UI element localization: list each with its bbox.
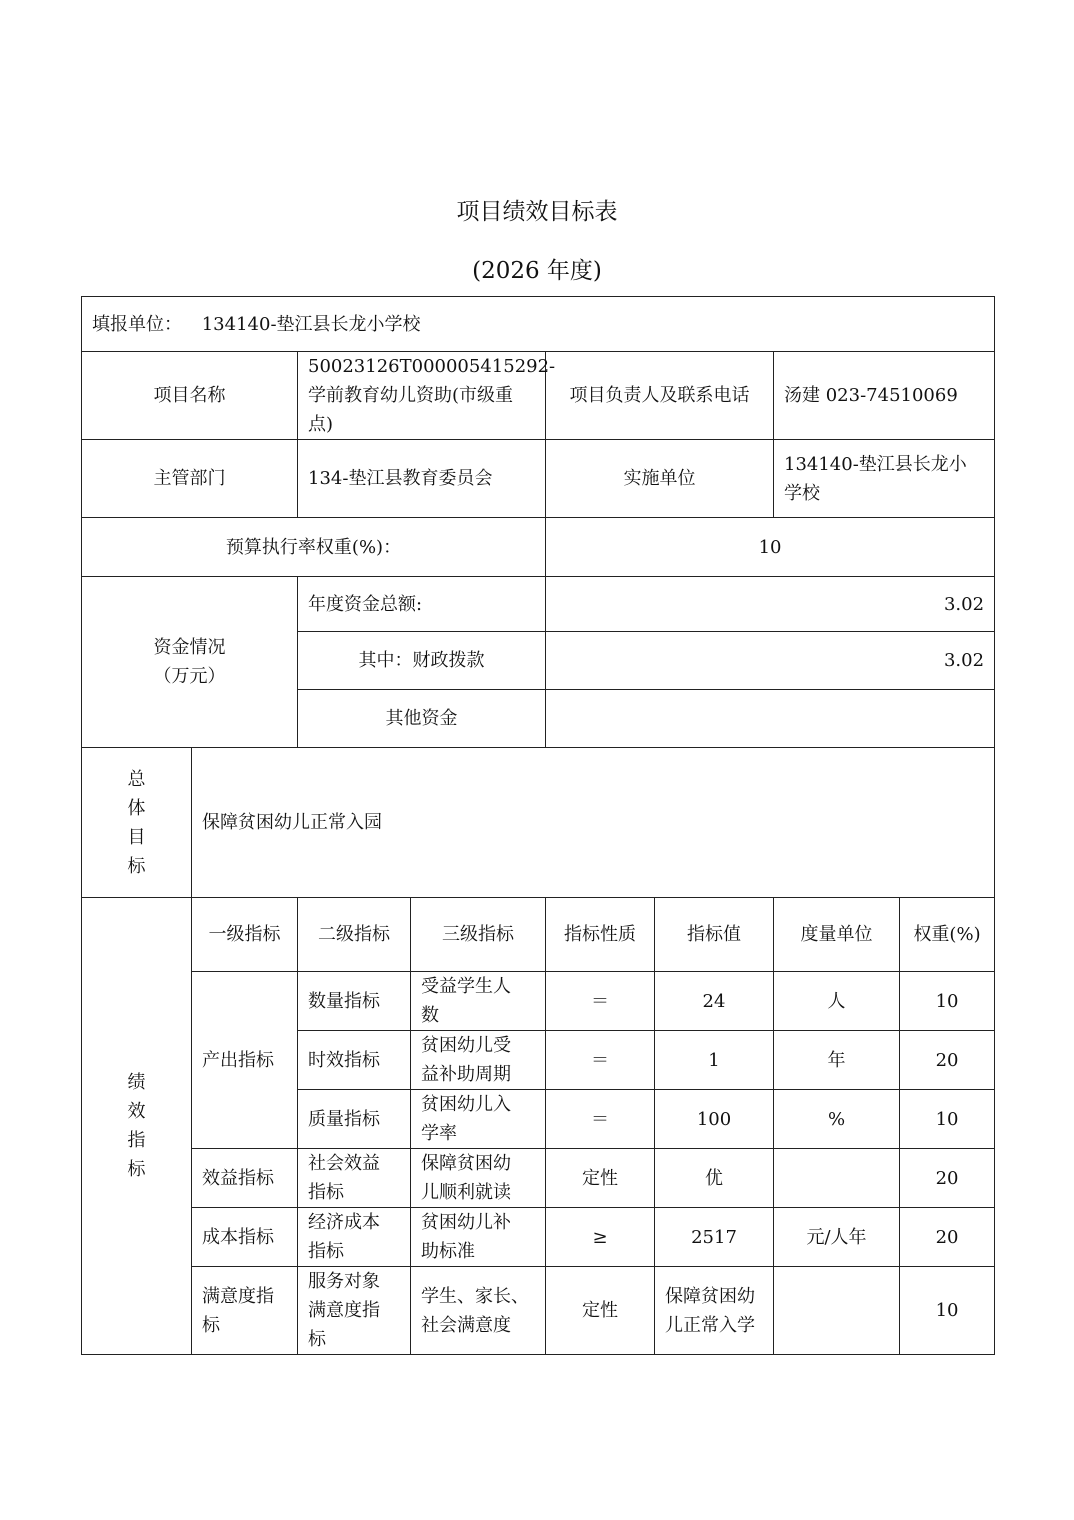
project-name-line: 50023126T000005415292- xyxy=(308,356,556,377)
indicator-level2-line: 时效指标 xyxy=(308,1049,380,1071)
page-year: (2026 年度) xyxy=(472,258,602,284)
indicator-level1: 满意度指标 xyxy=(192,1267,298,1355)
funds-label xyxy=(82,577,298,748)
header-value: 指标值 xyxy=(655,898,774,972)
indicators-label-char: 指 xyxy=(127,1130,146,1151)
indicator-level3 xyxy=(411,1208,546,1267)
indicator-level2 xyxy=(298,972,411,1031)
goal-label-char: 目 xyxy=(127,826,146,848)
project-name-line: 学前教育幼儿资助(市级重 xyxy=(308,385,514,406)
header-level3: 三级指标 xyxy=(411,898,546,972)
indicator-weight: 10 xyxy=(900,1267,995,1355)
indicator-level1: 成本指标 xyxy=(192,1208,298,1267)
goal-label-char: 总 xyxy=(127,768,146,790)
indicator-value-line: 2517 xyxy=(691,1226,737,1248)
header-level2: 二级指标 xyxy=(298,898,411,972)
indicator-level3-line: 受益学生人 xyxy=(421,976,511,997)
indicator-weight: 10 xyxy=(900,972,995,1031)
funds-total-value: 3.02 xyxy=(546,577,995,632)
indicator-row xyxy=(82,1267,995,1355)
indicator-level3 xyxy=(411,972,546,1031)
indicators-label-char: 效 xyxy=(127,1101,146,1122)
indicator-weight: 10 xyxy=(900,1090,995,1149)
indicator-value xyxy=(655,1267,774,1355)
indicator-level2-line: 经济成本 xyxy=(308,1212,380,1233)
indicator-level2-line: 指标 xyxy=(308,1182,344,1203)
indicator-nature: ≥ xyxy=(546,1208,655,1267)
indicator-level2 xyxy=(298,1267,411,1355)
indicator-level3 xyxy=(411,1031,546,1090)
indicator-level3-line: 贫困幼儿入 xyxy=(421,1094,511,1115)
indicator-unit: 元/人年 xyxy=(774,1208,900,1267)
indicator-level2-line: 满意度指 xyxy=(308,1300,380,1321)
indicator-level3-line: 学生、家长、 xyxy=(421,1285,529,1307)
indicator-value xyxy=(655,1208,774,1267)
indicator-row xyxy=(82,972,995,1031)
impl-value xyxy=(774,440,995,518)
indicators-label xyxy=(82,898,192,1355)
funds-label-line: 资金情况 xyxy=(153,637,226,658)
indicator-nature: 定性 xyxy=(546,1267,655,1355)
indicator-unit xyxy=(774,1267,900,1355)
indicator-value-line: 100 xyxy=(696,1108,732,1130)
impl-label: 实施单位 xyxy=(546,440,774,518)
indicator-level2-line: 标 xyxy=(308,1329,326,1350)
header-nature: 指标性质 xyxy=(546,898,655,972)
funds-total-label: 年度资金总额: xyxy=(298,577,546,632)
indicator-weight: 20 xyxy=(900,1031,995,1090)
indicator-value-line: 优 xyxy=(705,1167,723,1189)
indicator-value xyxy=(655,1031,774,1090)
dept-value: 134-垫江县教育委员会 xyxy=(298,440,546,518)
indicator-unit: 人 xyxy=(774,972,900,1031)
budget-weight-value: 10 xyxy=(546,518,995,577)
indicator-level3-line: 学率 xyxy=(421,1123,457,1144)
indicator-level1: 产出指标 xyxy=(192,972,298,1149)
indicator-value-line: 保障贫困幼 xyxy=(665,1285,755,1307)
funds-fiscal-value: 3.02 xyxy=(546,632,995,690)
funds-other-label: 其他资金 xyxy=(298,690,546,748)
indicator-weight: 20 xyxy=(900,1208,995,1267)
indicator-level2-line: 指标 xyxy=(308,1241,344,1262)
indicator-level2-line: 社会效益 xyxy=(308,1153,380,1174)
indicator-unit: % xyxy=(774,1090,900,1149)
indicator-unit: 年 xyxy=(774,1031,900,1090)
indicators-label-char: 标 xyxy=(127,1159,146,1180)
indicator-level2-line: 服务对象 xyxy=(308,1271,380,1292)
indicator-level1: 效益指标 xyxy=(192,1149,298,1208)
indicator-level3 xyxy=(411,1090,546,1149)
header-level1: 一级指标 xyxy=(192,898,298,972)
impl-line: 学校 xyxy=(784,482,820,504)
indicator-level3 xyxy=(411,1149,546,1208)
indicator-value xyxy=(655,972,774,1031)
funds-fiscal-label: 其中：财政拨款 xyxy=(298,632,546,690)
indicator-level3-line: 社会满意度 xyxy=(421,1314,511,1336)
indicator-level3-line: 贫困幼儿补 xyxy=(421,1212,511,1233)
indicators-label-char: 绩 xyxy=(127,1072,146,1093)
project-name-line: 点) xyxy=(308,414,334,435)
indicator-value xyxy=(655,1090,774,1149)
indicator-nature: ＝ xyxy=(546,972,655,1031)
indicator-unit xyxy=(774,1149,900,1208)
budget-weight-label: 预算执行率权重(%)： xyxy=(82,518,546,577)
reporting-unit-label: 填报单位： xyxy=(92,313,182,335)
page-title: 项目绩效目标表 xyxy=(456,199,618,225)
header-weight: 权重(%) xyxy=(900,898,995,972)
indicator-row xyxy=(82,1149,995,1208)
dept-label: 主管部门 xyxy=(82,440,298,518)
funds-other-value xyxy=(546,690,995,748)
project-name-label: 项目名称 xyxy=(82,352,298,440)
indicator-level3-line: 贫困幼儿受 xyxy=(421,1035,511,1056)
indicator-value-line: 24 xyxy=(702,990,726,1012)
goal-label-char: 体 xyxy=(127,797,146,819)
indicator-level2 xyxy=(298,1149,411,1208)
goal-label xyxy=(82,748,192,898)
indicator-level2-line: 质量指标 xyxy=(308,1108,380,1130)
reporting-unit-value: 134140-垫江县长龙小学校 xyxy=(201,313,421,335)
indicator-level3-line: 数 xyxy=(421,1005,439,1026)
indicator-nature: ＝ xyxy=(546,1031,655,1090)
indicator-value-line: 儿正常入学 xyxy=(665,1314,755,1336)
indicator-level2 xyxy=(298,1208,411,1267)
indicator-weight: 20 xyxy=(900,1149,995,1208)
funds-label-line: （万元） xyxy=(153,666,226,687)
goal-text: 保障贫困幼儿正常入园 xyxy=(192,748,995,898)
indicator-level3-line: 儿顺利就读 xyxy=(421,1182,511,1203)
contact-label: 项目负责人及联系电话 xyxy=(546,352,774,440)
goal-label-char: 标 xyxy=(127,855,146,877)
indicator-row xyxy=(82,1208,995,1267)
indicator-level3-line: 益补助周期 xyxy=(421,1064,511,1085)
header-unit: 度量单位 xyxy=(774,898,900,972)
indicator-level2-line: 数量指标 xyxy=(308,990,380,1012)
indicator-nature: 定性 xyxy=(546,1149,655,1208)
indicator-level3-line: 助标准 xyxy=(421,1241,475,1262)
indicator-level2 xyxy=(298,1031,411,1090)
indicator-nature: ＝ xyxy=(546,1090,655,1149)
impl-line: 134140-垫江县长龙小 xyxy=(784,453,967,475)
indicator-level3 xyxy=(411,1267,546,1355)
indicator-value xyxy=(655,1149,774,1208)
project-name-value xyxy=(298,352,556,440)
reporting-unit-cell xyxy=(82,297,995,352)
performance-table xyxy=(81,296,995,1355)
indicator-level2 xyxy=(298,1090,411,1149)
contact-value: 汤建 023-74510069 xyxy=(774,352,995,440)
indicator-level3-line: 保障贫困幼 xyxy=(421,1153,511,1174)
indicator-value-line: 1 xyxy=(708,1049,720,1071)
